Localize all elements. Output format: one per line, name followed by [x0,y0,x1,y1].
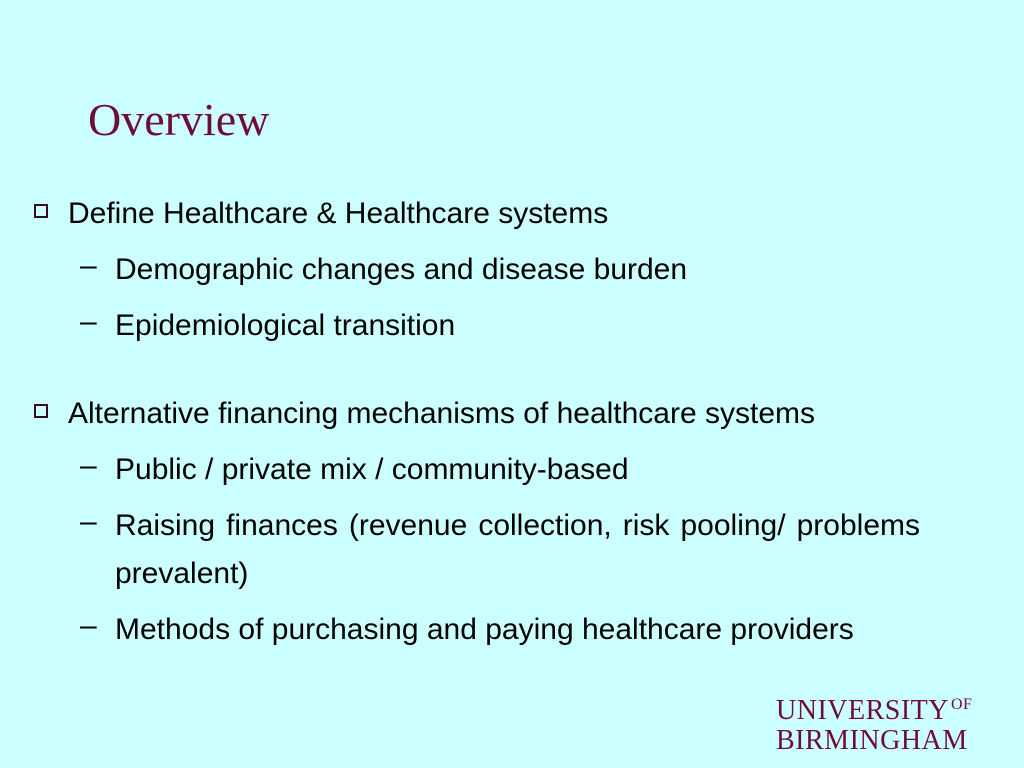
dash-bullet-icon: – [80,505,97,538]
sub-bullet-text: Methods of purchasing and paying healthcare providers [115,613,854,646]
dash-bullet-icon: – [80,449,97,482]
dash-bullet-icon: – [80,249,97,282]
logo-university-text: UNIVERSITY [776,695,949,726]
bullet-item [0,190,920,238]
sub-bullet-text: Epidemiological transition [115,309,456,342]
sub-bullet-item [0,446,920,494]
bullet-text: Alternative financing mechanisms of healthcare systems [68,397,816,430]
logo-line-1 [776,690,972,726]
sub-bullet-text: Public / private mix / community-based [115,453,629,486]
university-logo [776,690,972,756]
logo-birmingham-text: BIRMINGHAM [776,725,968,756]
sub-bullet-item [0,606,920,654]
dash-bullet-icon: – [80,305,97,338]
sub-bullet-item [0,502,920,598]
slide-content [0,190,1024,654]
spacer [0,350,1024,390]
sub-bullet-text: Demographic changes and disease burden [115,253,688,286]
slide-title: Overview [88,94,270,145]
sub-bullet-text: Raising finances (revenue collection, risk pooling/ problems prevalent) [115,509,920,590]
dash-bullet-icon: – [80,609,97,642]
square-bullet-icon [34,404,48,418]
square-bullet-icon [34,204,48,218]
logo-of-text: OF [951,696,973,713]
sub-bullet-item [0,246,920,294]
bullet-item [0,390,920,438]
sub-bullet-item [0,302,920,350]
bullet-text: Define Healthcare & Healthcare systems [68,197,609,230]
